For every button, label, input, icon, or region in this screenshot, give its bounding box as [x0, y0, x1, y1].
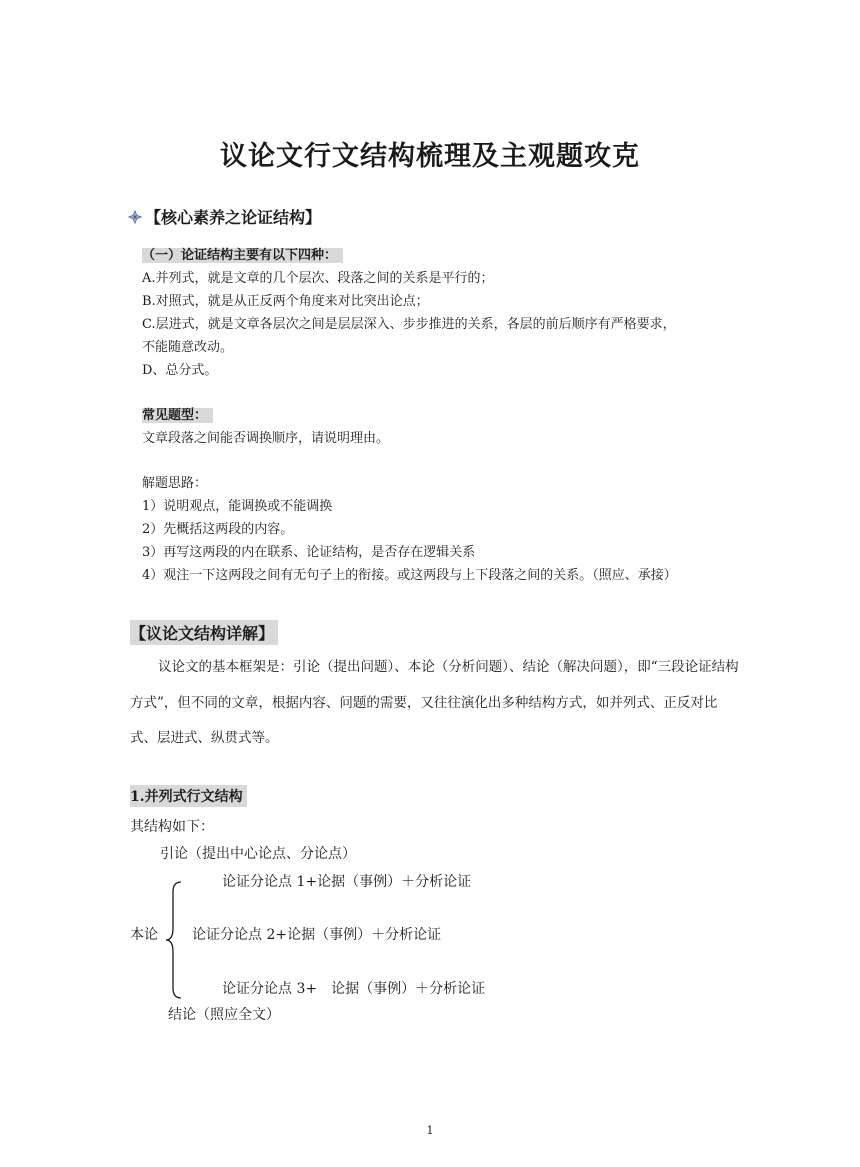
- parallel-point-1: 论证分论点 1+论据（事例）＋分析论证: [222, 874, 472, 890]
- question-text: 文章段落之间能否调换顺序，请说明理由。: [142, 431, 390, 446]
- structures-block: [142, 244, 676, 382]
- section-heading-core: [128, 205, 321, 228]
- star-bullet-icon: [128, 210, 142, 224]
- document-title: 议论文行文结构梳理及主观题攻克: [220, 141, 640, 172]
- page-number: 1: [426, 1124, 434, 1137]
- approach-step-4: 4）观注一下这两段之间有无句子上的衔接。或这两段与上下段落之间的关系。（照应、承接）: [142, 568, 677, 583]
- structure-item-a: A.并列式，就是文章的几个层次、段落之间的关系是平行的；: [142, 271, 494, 286]
- section-heading-structure: 【议论文结构详解】: [130, 620, 278, 645]
- parallel-yinlun: 引论（提出中心论点、分论点）: [160, 846, 356, 862]
- approach-step-1: 1）说明观点，能调换或不能调换: [142, 499, 333, 514]
- question-heading: 常见题型：: [142, 408, 213, 423]
- approach-heading: 解题思路：: [142, 476, 208, 491]
- curly-brace-icon: [163, 880, 185, 1000]
- parallel-benlun-label: 本论: [130, 927, 158, 943]
- parallel-jielun: 结论（照应全文）: [168, 1007, 280, 1023]
- structures-heading: （一）论证结构主要有以下四种：: [142, 248, 343, 263]
- structure-item-c: C.层进式，就是文章各层次之间是层层深入、步步推进的关系，各层的前后顺序有严格要求，: [142, 317, 676, 332]
- approach-step-3: 3）再写这两段的内在联系、论证结构，是否存在逻辑关系: [142, 545, 476, 560]
- approach-block: [142, 472, 677, 587]
- question-block: [142, 404, 389, 450]
- structure-item-b: B.对照式，就是从正反两个角度来对比突出论点；: [142, 294, 429, 309]
- structure-item-c-cont: 不能随意改动。: [142, 340, 234, 355]
- structure-paragraph: 议论文的基本框架是：引论（提出问题）、本论（分析问题）、结论（解决问题），即“三段论证结构方式”，但不同的文章，根据内容、问题的需要，又往往演化出多种结构方式，如并列式、正反对比式、层进式、纵贯式等。: [130, 659, 739, 746]
- approach-step-2: 2）先概括这两段的内容。: [142, 522, 294, 537]
- parallel-heading: 1.并列式行文结构: [130, 785, 247, 807]
- parallel-intro: 其结构如下：: [130, 819, 214, 835]
- parallel-point-2: 论证分论点 2+论据（事例）＋分析论证: [192, 927, 442, 943]
- section-heading-core-text: 【核心素养之论证结构】: [145, 208, 322, 227]
- structure-item-d: D、总分式。: [142, 363, 218, 378]
- parallel-point-3: 论证分论点 3+ 论据（事例）＋分析论证: [222, 981, 486, 997]
